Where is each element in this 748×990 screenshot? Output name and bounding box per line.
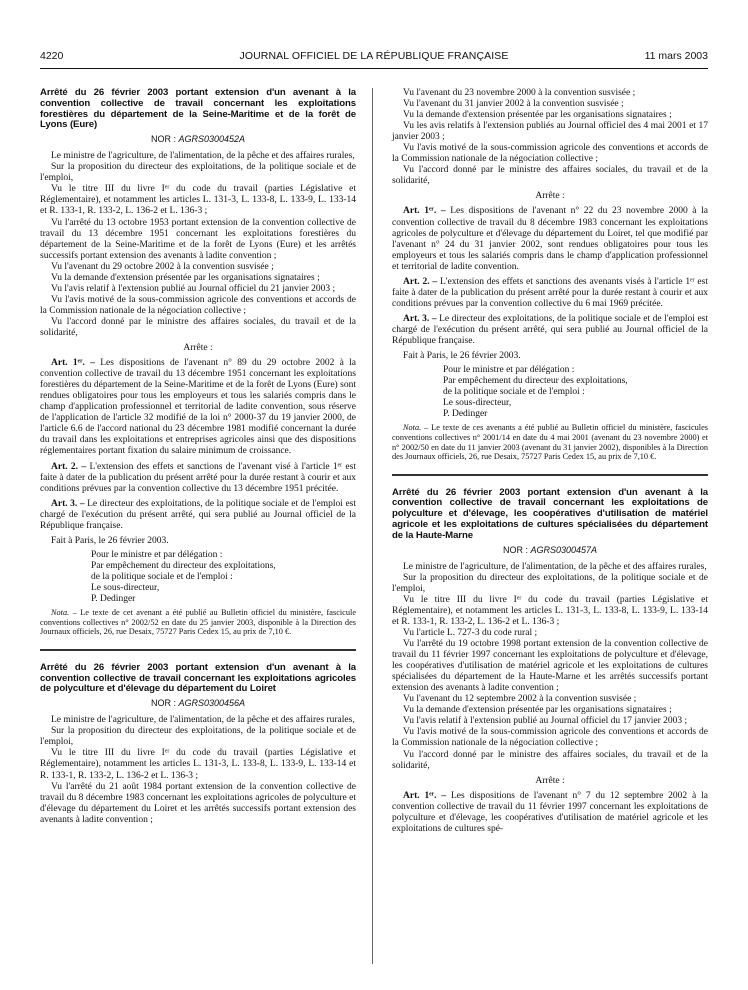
article-text: L'extension des effets et sanctions des avenants visés à l'article 1ᵉʳ est faite à dater de la publication du présent arrêté pour la durée restant à courir et aux conditions prévues par la convention collective du 6 mai 1969 précitée. [392,276,708,309]
visa-paragraph: Vu la demande d'extension présentée par les organisations signataires ; [51,272,320,283]
arrete-loiret-continued [392,88,708,462]
nor-label: NOR : [150,698,176,709]
right-column [392,88,708,835]
nor-reference [40,698,356,709]
article-label: Art. 1ᵉʳ. – [403,790,447,801]
nota-label: Nota. – [403,423,429,433]
signatory-name: P. Dedinger [91,594,136,605]
visa-paragraph: Vu l'arrêté du 13 octobre 1953 portant extension de la convention collective de travail du 13 décembre 1951 concernant les exploitations forestières du département de la Seine-Maritime et de la forêt de Lyons (Eure) et les arrêtés successifs portant extension des avenants à ladite convention ; [40,217,356,261]
visa-paragraph: Vu l'arrêté du 19 octobre 1998 portant extension de la convention collective de travail du 11 février 1997 concernant les exploitations de polyculture et d'élevage, les coopératives d'utilisation de matériel agricole et les exploitations de cultures spécialisées du département de la Haute-Marne et les arrêtés successifs portant extension des avenants à ladite convention ; [392,639,708,694]
nor-code: AGRS0300456A [178,698,246,709]
arrete-haute-marne [392,488,708,835]
article-label: Art. 2. – [51,461,87,472]
signature-line: Par empêchement du directeur des exploitations, [91,560,276,571]
visa-paragraph: Le ministre de l'agriculture, de l'alimentation, de la pêche et des affaires rurales, [403,561,707,572]
article-text: Les dispositions de l'avenant n° 22 du 23 novembre 2000 à la convention collective de travail du 8 décembre 1983 concernant les exploitations agricoles de polyculture et d'élevage du département du Loiret, tel que modifié par l'avenant n° 24 du 31 janvier 2002, sont rendues obligatoires pour tous les employeurs et tous les salariés compris dans le champ d'application professionnel et territorial de ladite convention. [392,206,708,272]
article-label: Art. 1ᵉʳ. – [51,358,95,369]
visa-paragraph: Sur la proposition du directeur des exploitations, de la politique sociale et de l'emploi, [40,726,356,748]
arrete-label: Arrête : [535,775,565,786]
visa-paragraph: Sur la proposition du directeur des exploitations, de la politique sociale et de l'emploi, [392,572,708,594]
arrete-title: Arrêté du 26 février 2003 portant extension d'un avenant à la convention collective de travail concernant les exploitations de polyculture et d'élevage, les coopératives d'utilisation de matériel agricole et les exploitations de cultures spécialisées du département de la Haute-Marne [392,486,708,541]
arrete-label: Arrête : [183,343,213,354]
visa-paragraph: Vu le titre III du livre Iᵉʳ du code du travail (parties Législative et Réglementaire), notamment les articles L. 131-3, L. 133-8, L. 133-9, L. 133-14 et R. 133-1, R. 133-2, L. 136-2 et L. 136-3 ; [40,748,356,781]
signature-title: Le sous-directeur, [443,398,512,409]
article-label: Art. 2. – [403,276,438,287]
visa-paragraph: Vu l'avenant du 29 octobre 2002 à la convention susvisée ; [51,261,274,272]
article-text: Les dispositions de l'avenant n° 89 du 29 octobre 2002 à la convention collective de travail du 13 décembre 1951 concernant les exploitations forestières du département de la Seine-Maritime et de la forêt de Lyons (Eure) sont rendues obligatoires pour tous les employeurs et tous les salariés compris dans le champ d'application professionnel et territorial de ladite convention, sous réserve de l'application de l'article 32 modifié de la loi n° 2000-37 du 19 janvier 2000, de l'article 6.6 de l'accord national du 23 décembre 1981 modifié concernant la durée du travail dans les exploitations et entreprises agricoles ainsi que des dispositions réglementaires portant fixation du salaire minimum de croissance. [40,358,356,457]
visa-paragraph: Vu la demande d'extension présentée par les organisations signataires ; [403,705,672,716]
visa-paragraph: Vu l'arrêté du 21 août 1984 portant extension de la convention collective de travail du 8 décembre 1983 concernant les exploitations agricoles de polyculture et d'élevage du département du Loiret et les arrêtés successifs portant extension des avenants à ladite convention ; [40,781,356,825]
fait-a-paris: Fait à Paris, le 26 février 2003. [403,351,521,362]
signature-block [392,365,708,420]
nota-label: Nota. – [51,608,77,618]
nor-reference [40,134,356,145]
article-2 [40,462,356,495]
visa-paragraph: Sur la proposition du directeur des exploitations, de la politique sociale et de l'emploi, [40,162,356,184]
page-number: 4220 [40,50,64,62]
arrete-seine-maritime [40,88,356,637]
visa-paragraph: Vu l'accord donné par le ministre des affaires sociales, du travail et de la solidarité, [392,165,708,187]
nor-label: NOR : [502,544,528,555]
nor-code: AGRS0300452A [178,134,246,145]
issue-date: 11 mars 2003 [644,50,708,62]
article-label: Art. 1ᵉʳ. – [403,206,446,217]
signatory-name: P. Dedinger [443,409,488,420]
article-1 [40,358,356,457]
article-label: Art. 3. – [51,498,85,509]
nota-text: Le texte de ces avenants a été publié au Bulletin officiel du ministère, fascicules conventions collectives n° 2001/14 en date du 4 mai 2001 (avenant du 23 novembre 2000) et n° 2002/50 en date du 11 janvier 2003 (avenant du 31 janvier 2002), disponibles à la Direction des Journaux officiels, 26, rue Desaix, 75727 Paris Cedex 15, au prix de 7,10 €. [392,423,709,462]
nor-label: NOR : [150,134,176,145]
signature-line: de la politique sociale et de l'emploi : [91,571,233,582]
header-rule [40,68,708,69]
signature-block [40,550,356,605]
section-separator [392,474,708,476]
visa-paragraph: Vu l'accord donné par le ministre des affaires sociales, du travail et de la solidarité, [392,749,708,771]
visa-paragraph: Vu le titre III du livre Iᵉʳ du code du travail (parties Législative et Réglementaire), et notamment les articles L. 131-3, L. 133-8, L. 133-9, L. 133-14 et R. 133-1, R. 133-2, L. 136-2 et L. 136-3 ; [40,184,356,217]
page-header [40,50,708,66]
column-divider [372,88,373,964]
article-3 [40,499,356,532]
visa-paragraph: Vu l'accord donné par le ministre des affaires sociales, du travail et de la solidarité, [40,316,356,338]
article-3 [392,314,708,347]
arrete-loiret [40,663,356,826]
article-1 [392,206,708,272]
signature-line: Pour le ministre et par délégation : [443,365,575,376]
article-text: Le directeur des exploitations, de la politique sociale et de l'emploi est chargé de l'exécution du présent arrêté, qui sera publié au Journal officiel de la République française. [392,313,709,346]
article-text: L'extension des effets et sanctions de l'avenant visé à l'article 1ᵉʳ est faite à dater de la publication du présent arrêté pour la durée restant à courir et aux conditions prévues par la convention collective du 13 décembre 1951 précitée. [40,461,356,494]
visa-paragraph: Le ministre de l'agriculture, de l'alimentation, de la pêche et des affaires rurales, [51,151,355,162]
visa-paragraph: Vu l'avenant du 31 janvier 2002 à la convention susvisée ; [403,99,624,110]
nota-text: Le texte de cet avenant a été publié au Bulletin officiel du ministère, fascicule conventions collectives n° 2002/52 en date du 25 janvier 2003, disponible à la Direction des Journaux officiels, 26, rue Desaix, 75727 Paris Cedex 15, au prix de 7,10 €. [40,608,356,637]
arrete-title: Arrêté du 26 février 2003 portant extension d'un avenant à la convention collective de travail concernant les exploitations agricoles de polyculture et d'élevage du département du Loiret [40,661,356,695]
left-column [40,88,356,826]
nor-reference [392,545,708,556]
arrete-label: Arrête : [535,191,565,202]
signature-line: Par empêchement du directeur des exploitations, [443,376,628,387]
article-2 [392,277,708,310]
visa-paragraph: Vu les avis relatifs à l'extension publiés au Journal officiel des 4 mai 2001 et 17 janvier 2003 ; [392,121,708,143]
visa-paragraph: Vu l'avis relatif à l'extension publié au Journal officiel du 17 janvier 2003 ; [403,716,688,727]
article-text: Le directeur des exploitations, de la politique sociale et de l'emploi est chargé de l'exécution du présent arrêté, qui sera publié au Journal officiel de la République française. [40,498,357,531]
arrete-title: Arrêté du 26 février 2003 portant extension d'un avenant à la convention collective de travail concernant les exploitations forestières du département de la Seine-Maritime et de la forêt de Lyons (Eure) [40,87,356,131]
signature-title: Le sous-directeur, [91,582,160,593]
nota-note [392,423,708,461]
visa-paragraph: Vu l'article L. 727-3 du code rural ; [403,628,538,638]
visa-paragraph: Vu l'avis relatif à l'extension publié au Journal officiel du 21 janvier 2003 ; [51,283,336,294]
visa-paragraph: Le ministre de l'agriculture, de l'alimentation, de la pêche et des affaires rurales, [51,715,355,726]
visa-paragraph: Vu l'avenant du 12 septembre 2002 à la convention susvisée ; [403,694,637,705]
fait-a-paris: Fait à Paris, le 26 février 2003. [51,535,169,546]
nor-code: AGRS0300457A [530,544,598,555]
signature-line: de la politique sociale et de l'emploi : [443,387,585,398]
article-1 [392,791,708,835]
article-text: Les dispositions de l'avenant n° 7 du 12 septembre 2002 à la convention collective de travail du 11 février 1997 concernant les exploitations de polyculture et d'élevage, les coopératives d'utilisation de matériel agricole et les exploitations de cultures spé- [392,790,708,834]
visa-paragraph: Vu le titre III du livre Iᵉʳ du code du travail (parties Législative et Réglementaire), et notamment les articles L. 131-3, L. 133-8, L. 133-9, L. 133-14 et R. 133-1, R. 133-2, L. 136-2 et L. 136-3 ; [392,594,708,627]
article-label: Art. 3. – [403,313,437,324]
visa-paragraph: Vu la demande d'extension présentée par les organisations signataires ; [403,110,672,121]
visa-paragraph: Vu l'avis motivé de la sous-commission agricole des conventions et accords de la Commission nationale de la négociation collective ; [392,143,708,165]
visa-paragraph: Vu l'avis motivé de la sous-commission agricole des conventions et accords de la Commission nationale de la négociation collective ; [392,727,708,749]
signature-line: Pour le ministre et par délégation : [91,549,223,560]
journal-title: JOURNAL OFFICIEL DE LA RÉPUBLIQUE FRANÇAISE [239,50,509,62]
visa-paragraph: Vu l'avis motivé de la sous-commission agricole des conventions et accords de la Commission nationale de la négociation collective ; [40,294,356,316]
visa-paragraph: Vu l'avenant du 23 novembre 2000 à la convention susvisée ; [403,88,636,98]
section-separator [40,649,356,651]
nota-note [40,608,356,637]
